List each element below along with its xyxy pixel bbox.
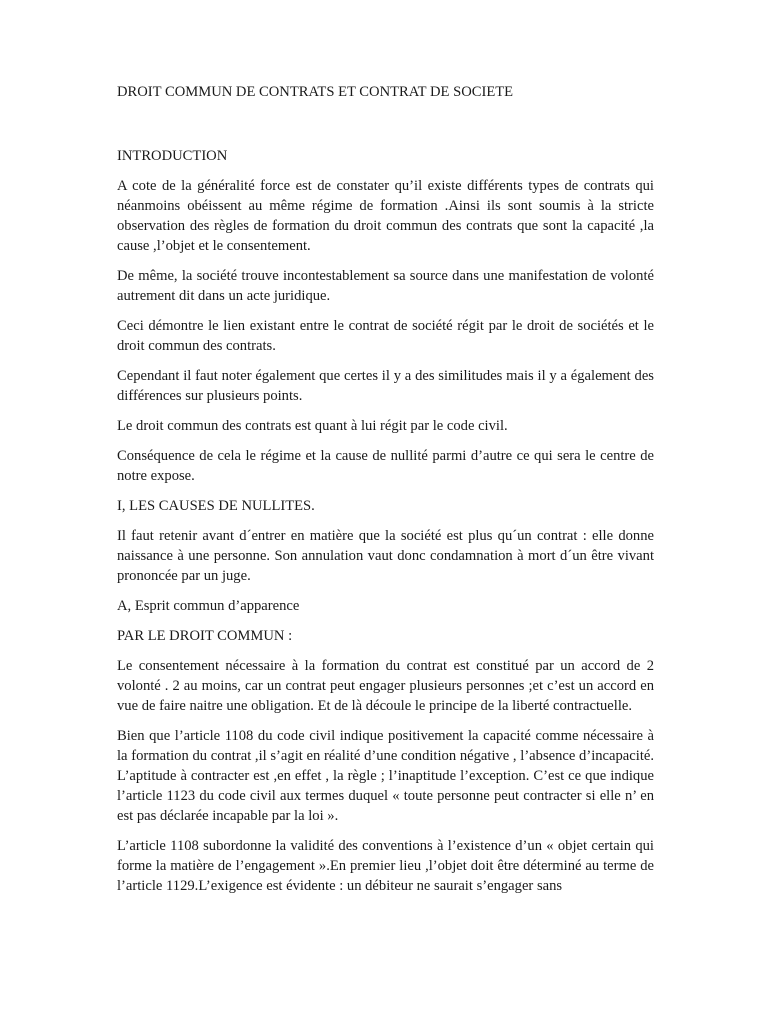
- section-1-heading: I, LES CAUSES DE NULLITES.: [117, 498, 315, 514]
- intro-paragraph-1: A cote de la généralité force est de constater qu’il existe différents types de contrats qui néanmoins obéissent au même régime de formation .Ainsi ils sont soumis à la stricte observation des règles de formation du droit commun des contrats que sont la capacité ,la cause ,l’objet et le consentement.: [117, 178, 654, 254]
- intro-paragraph-3: Ceci démontre le lien existant entre le contrat de société régit par le droit de sociétés et le droit commun des contrats.: [117, 318, 654, 354]
- subsection-a-heading: A, Esprit commun d’apparence: [117, 598, 300, 614]
- intro-paragraph-6: Conséquence de cela le régime et la cause de nullité parmi d’autre ce qui sera le centre de notre expose.: [117, 448, 654, 484]
- introduction-heading: INTRODUCTION: [117, 148, 228, 164]
- document-title: DROIT COMMUN DE CONTRATS ET CONTRAT DE SOCIETE: [117, 84, 514, 100]
- droit-commun-heading: PAR LE DROIT COMMUN :: [117, 628, 293, 644]
- common-paragraph-1: Le consentement nécessaire à la formation du contrat est constitué par un accord de 2 volonté . 2 au moins, car un contrat peut engager plusieurs personnes ;et c’est un accord en vue de faire naitre une obligation. Et de là découle le principe de la liberté contractuelle.: [117, 658, 654, 714]
- section-1-paragraph: Il faut retenir avant d´entrer en matière que la société est plus qu´un contrat : elle donne naissance à une personne. Son annulation vaut donc condamnation à mort d´un être vivant prononcée par un juge.: [117, 528, 654, 584]
- intro-paragraph-5: Le droit commun des contrats est quant à lui régit par le code civil.: [117, 418, 508, 434]
- intro-paragraph-2: De même, la société trouve incontestablement sa source dans une manifestation de volonté autrement dit dans un acte juridique.: [117, 268, 654, 304]
- common-paragraph-2: Bien que l’article 1108 du code civil indique positivement la capacité comme nécessaire à la formation du contrat ,il s’agit en réalité d’une condition négative , l’absence d’incapacité. L’aptitude à contracter est ,en effet , la règle ; l’inaptitude l’exception. C’est ce que indique l’article 1123 du code civil aux termes duquel « toute personne peut contracter si elle n’ en est pas déclarée incapable par la loi ».: [117, 728, 654, 824]
- common-paragraph-3: L’article 1108 subordonne la validité des conventions à l’existence d’un « objet certain qui forme la matière de l’engagement ».En premier lieu ,l’objet doit être déterminé au terme de l’article 1129.L’exigence est évidente : un débiteur ne saurait s’engager sans: [117, 838, 654, 894]
- intro-paragraph-4: Cependant il faut noter également que certes il y a des similitudes mais il y a également des différences sur plusieurs points.: [117, 368, 654, 404]
